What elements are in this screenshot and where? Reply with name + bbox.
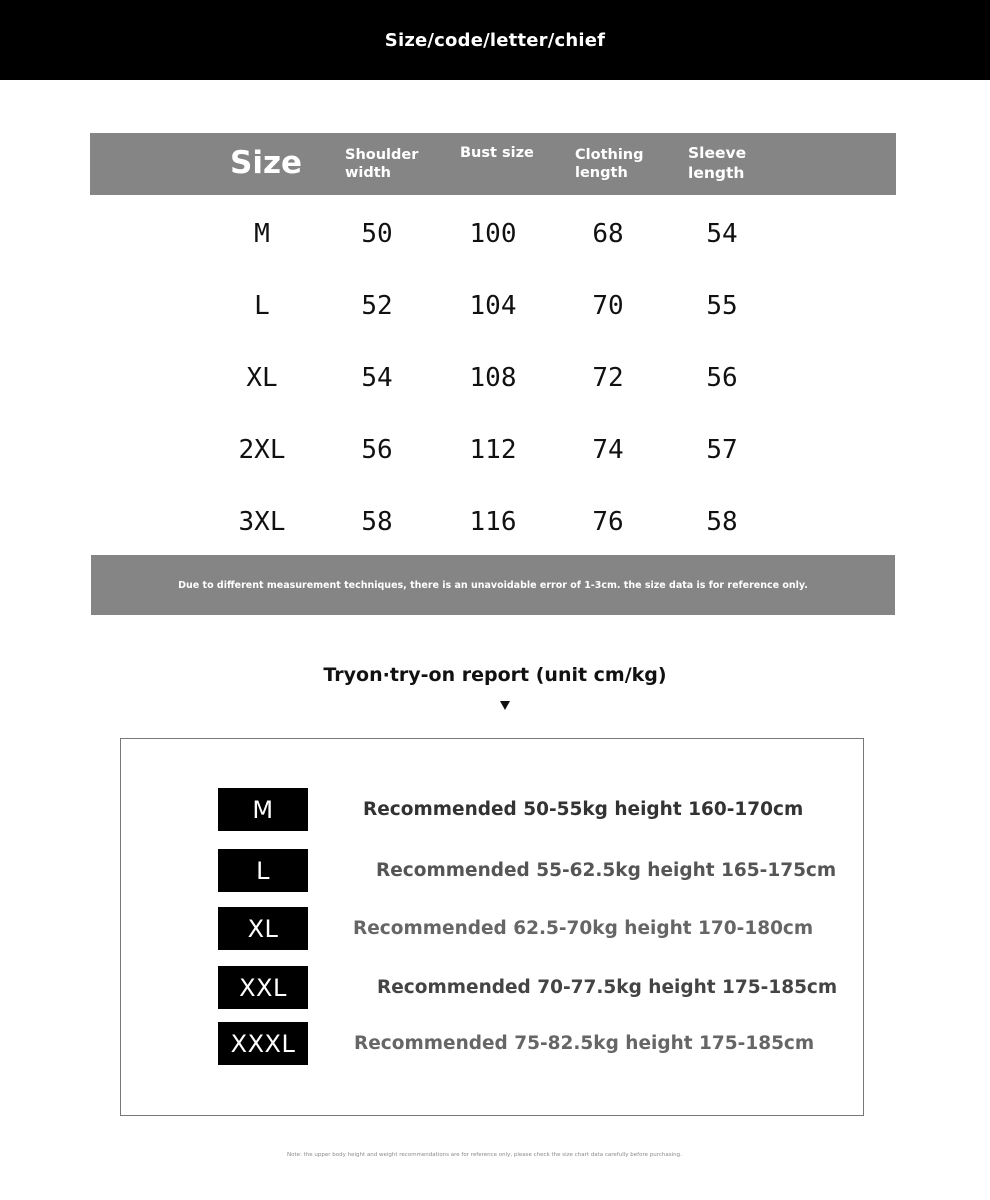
cell-size: L [254,291,270,321]
table-row [90,195,896,267]
cell-size: XL [246,363,278,393]
cell-clothing-length: 74 [592,435,624,465]
recommendation-row [121,1022,865,1065]
table-row [90,267,896,339]
table-row [90,411,896,483]
column-header-bust-size: Bust size [460,145,534,161]
cell-sleeve-length: 57 [706,435,738,465]
recommendation-box [120,738,864,1116]
recommendation-text: Recommended 55-62.5kg height 165-175cm [376,860,837,881]
cell-sleeve-length: 55 [706,291,738,321]
cell-clothing-length: 76 [592,507,624,537]
recommendation-text: Recommended 70-77.5kg height 175-185cm [377,977,838,998]
cell-shoulder-width: 56 [361,435,393,465]
cell-bust-size: 104 [469,291,517,321]
table-body [90,195,896,555]
column-header-size: Size [230,145,303,181]
recommendation-row [121,966,865,1009]
cell-size: 3XL [238,507,286,537]
cell-shoulder-width: 52 [361,291,393,321]
cell-bust-size: 100 [469,219,517,249]
recommendation-text: Recommended 62.5-70kg height 170-180cm [353,918,814,939]
cell-shoulder-width: 54 [361,363,393,393]
column-header-shoulder-width: Shoulder width [345,147,419,181]
size-badge: XXXL [218,1022,308,1065]
cell-size: 2XL [238,435,286,465]
measurement-note: Due to different measurement techniques, there is an unavoidable error of 1-3cm. the size data is for reference only. [178,579,808,591]
table-row [90,339,896,411]
table-header [90,133,896,195]
cell-sleeve-length: 56 [706,363,738,393]
cell-clothing-length: 72 [592,363,624,393]
recommendation-text: Recommended 50-55kg height 160-170cm [363,799,804,820]
cell-shoulder-width: 50 [361,219,393,249]
top-banner [0,0,990,80]
cell-size: M [254,219,270,249]
triangle-down-icon [500,701,510,710]
cell-clothing-length: 70 [592,291,624,321]
column-header-clothing-length: Clothing length [575,147,644,181]
cell-shoulder-width: 58 [361,507,393,537]
size-badge: XL [218,907,308,950]
measurement-note-bar [91,555,895,615]
page-title: Size/code/letter/chief [384,29,606,51]
size-badge: XXL [218,966,308,1009]
cell-sleeve-length: 58 [706,507,738,537]
recommendation-text: Recommended 75-82.5kg height 175-185cm [354,1033,815,1054]
cell-clothing-length: 68 [592,219,624,249]
recommendation-row [121,788,865,831]
tryon-title: Tryon·try-on report (unit cm/kg) [323,664,667,686]
recommendation-row [121,907,865,950]
column-header-sleeve-length: Sleeve length [688,144,747,182]
recommendation-row [121,849,865,892]
cell-sleeve-length: 54 [706,219,738,249]
size-badge: L [218,849,308,892]
cell-bust-size: 108 [469,363,517,393]
size-badge: M [218,788,308,831]
table-row [90,483,896,555]
footnote: Note: the upper body height and weight recommendations are for reference only, please check the size chart data carefully before purchasing. [287,1152,682,1158]
cell-bust-size: 112 [469,435,517,465]
cell-bust-size: 116 [469,507,517,537]
